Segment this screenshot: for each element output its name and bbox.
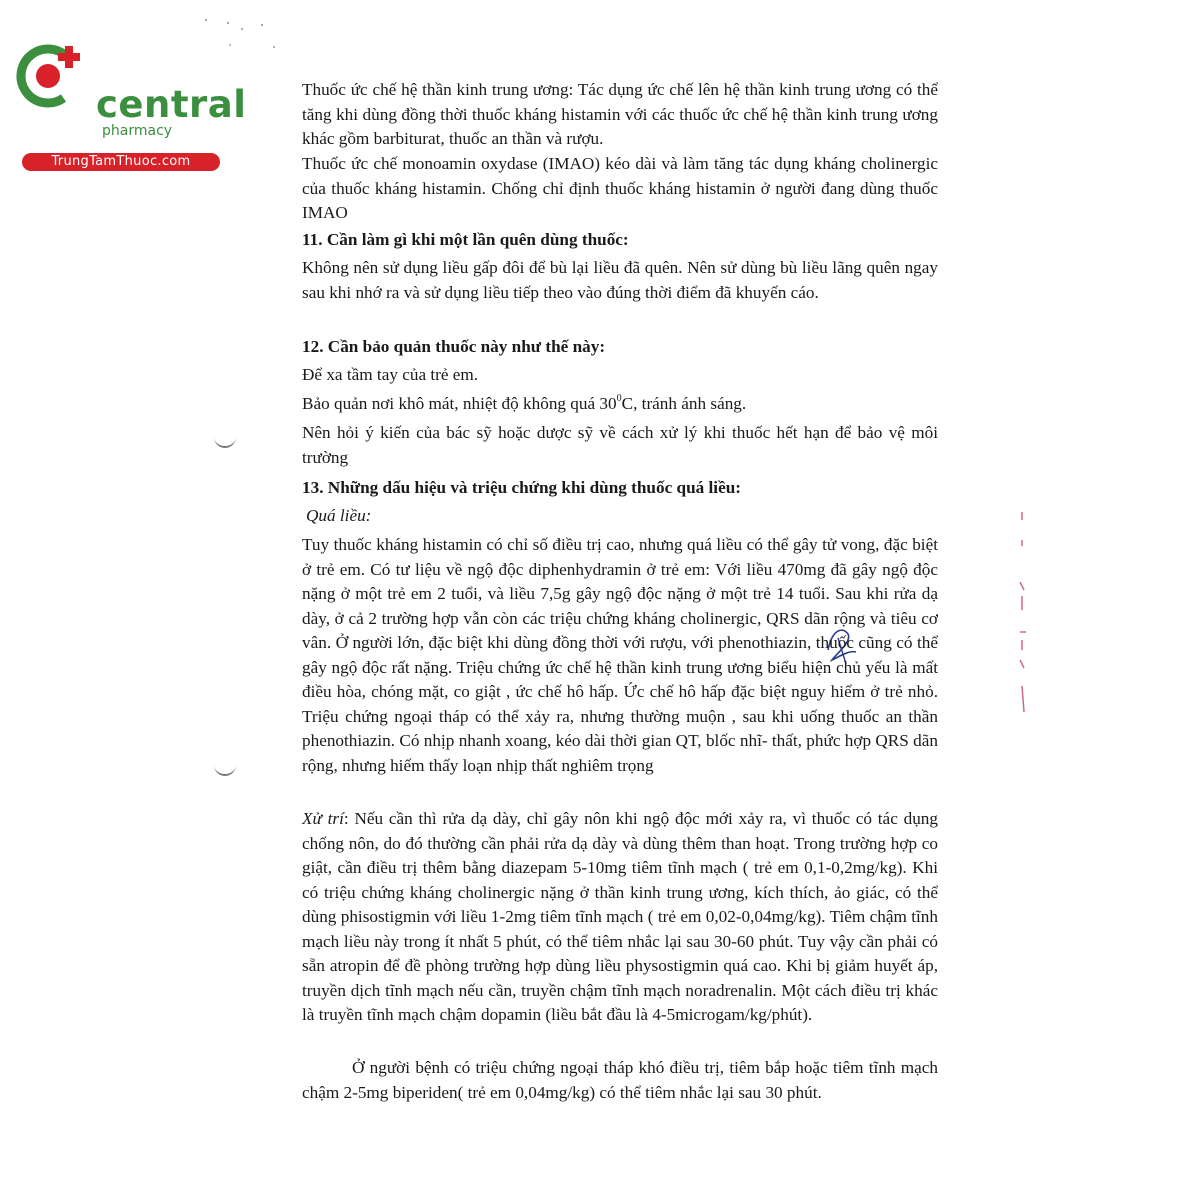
heading-section-13: 13. Những dấu hiệu và triệu chứng khi dùng thuốc quá liều: — [302, 478, 741, 497]
scan-specks — [200, 15, 300, 55]
pharmacy-cross-logo-icon — [10, 36, 100, 116]
paragraph-extrapyramidal: Ở người bệnh có triệu chứng ngoại tháp khó điều trị, tiêm bắp hoặc tiêm tĩnh mạch chậm 2-5mg biperiden( trẻ em 0,04mg/kg) có thể tiêm nhắc lại sau 30 phút. — [302, 1058, 938, 1102]
paragraph-section-12-keep-away: Để xa tầm tay của trẻ em. — [302, 365, 479, 384]
paragraph-section-11: Không nên sử dụng liều gấp đôi để bù lại liều đã quên. Nên sử dùng bù liều lãng quên ngay sau khi nhớ ra và sử dụng liều tiếp theo vào đúng thời điểm đã khuyến cáo. — [302, 258, 938, 302]
paragraph-section-12-disposal: Nên hỏi ý kiến của bác sỹ hoặc dược sỹ về cách xử lý khi thuốc hết hạn để bảo vệ môi trường — [302, 423, 938, 467]
subheading-overdose: Quá liều: — [306, 506, 372, 525]
site-banner: TrungTamThuoc.com — [22, 153, 220, 171]
heading-section-12: 12. Cần bảo quản thuốc này như thế này: — [302, 337, 606, 356]
paragraph-section-12-storage — [302, 392, 938, 417]
treatment-text: : Nếu cần thì rửa dạ dày, chỉ gây nôn khi ngộ độc mới xảy ra, vì thuốc có tác dụng chống nôn, do đó thường cần phải rửa dạ dày và dùng thêm than hoạt. Trong trường hợp co giật, cần điều trị thêm bằng diazepam 5-10mg tiêm tĩnh mạch ( trẻ em 0,1-0,2mg/kg). Khi có triệu chứng kháng cholinergic nặng ở thần kinh trung ương, kích thích, ảo giác, có thể dùng phisostigmin với liều 1-2mg tiêm tĩnh mạch ( trẻ em 0,02-0,04mg/kg). Tiêm chậm tĩnh mạch liều này trong ít nhất 5 phút, có thể tiêm nhắc lại sau 30-60 phút. Tuy vậy cần phải có sẵn atropin để đề phòng trường hợp dùng liều physostigmin quá cao. Khi bị giảm huyết áp, truyền dịch tĩnh mạch nếu cần, truyền chậm tĩnh mạch noradrenalin. Một cách điều trị khác là truyền tĩnh mạch chậm dopamin (liều bắt đầu là 4-5microgam/kg/phút). — [302, 809, 938, 1024]
punch-hole-lower — [214, 764, 236, 776]
paragraph-imao-interaction: Thuốc ức chế monoamin oxydase (IMAO) kéo dài và làm tăng tác dụng kháng cholinergic của thuốc kháng histamin. Chống chỉ định thuốc kháng histamin ở người đang dùng thuốc IMAO — [302, 154, 938, 222]
brand-subtitle: pharmacy — [102, 123, 173, 139]
central-pharmacy-logo — [10, 36, 247, 169]
brand-name: central — [96, 83, 247, 126]
subheading-treatment: Xử trí — [302, 809, 344, 828]
storage-text-post: C, tránh ánh sáng. — [621, 394, 747, 413]
paragraph-cns-interaction: Thuốc ức chế hệ thần kinh trung ương: Tác dụng ức chế lên hệ thần kinh trung ương có thể tăng khi dùng đồng thời thuốc kháng histamin với các thuốc ức chế hệ thần kinh trung ương khác gồm barbiturat, thuốc an thần và rượu. — [302, 80, 938, 148]
storage-degree-sup: 0 — [616, 393, 622, 405]
heading-section-11: 11. Cần làm gì khi một lần quên dùng thuốc: — [302, 230, 629, 249]
right-edge-marks — [1010, 500, 1040, 730]
paragraph-overdose: Tuy thuốc kháng histamin có chỉ số điều trị cao, nhưng quá liều có thể gây tử vong, đặc biệt ở trẻ em. Có tư liệu về ngộ độc diphenhydramin ở trẻ em: Với liều 470mg đã gây ngộ độc nặng ở một trẻ em 2 tuổi, và liều 7,5g gây ngộ độc nặng ở một trẻ 14 tuổi. Sau khi rửa dạ dày, ở cả 2 trường hợp vẫn còn các triệu chứng kháng cholinergic, QRS dãn rộng và tiêu cơ vân. Ở người lớn, đặc biệt khi dùng đồng thời với rượu, với phenothiazin, thuốc cũng có thể gây ngộ độc rất nặng. Triệu chứng ức chế hệ thần kinh trung ương biểu hiện chủ yếu là mất điều hòa, chóng mặt, co giật , ức chế hô hấp. Ức chế hô hấp đặc biệt nguy hiểm ở trẻ nhỏ. Triệu chứng ngoại tháp có thể xảy ra, nhưng thường muộn , sau khi uống thuốc an thần phenothiazin. Có nhịp nhanh xoang, kéo dài thời gian QT, blốc nhĩ- thất, phức hợp QRS dãn rộng, nhưng hiếm thấy loạn nhịp thất nghiêm trọng — [302, 535, 938, 775]
paragraph-treatment — [302, 807, 938, 1028]
storage-text-pre: Bảo quản nơi khô mát, nhiệt độ không quá 30 — [302, 394, 617, 413]
punch-hole-upper — [214, 436, 236, 448]
